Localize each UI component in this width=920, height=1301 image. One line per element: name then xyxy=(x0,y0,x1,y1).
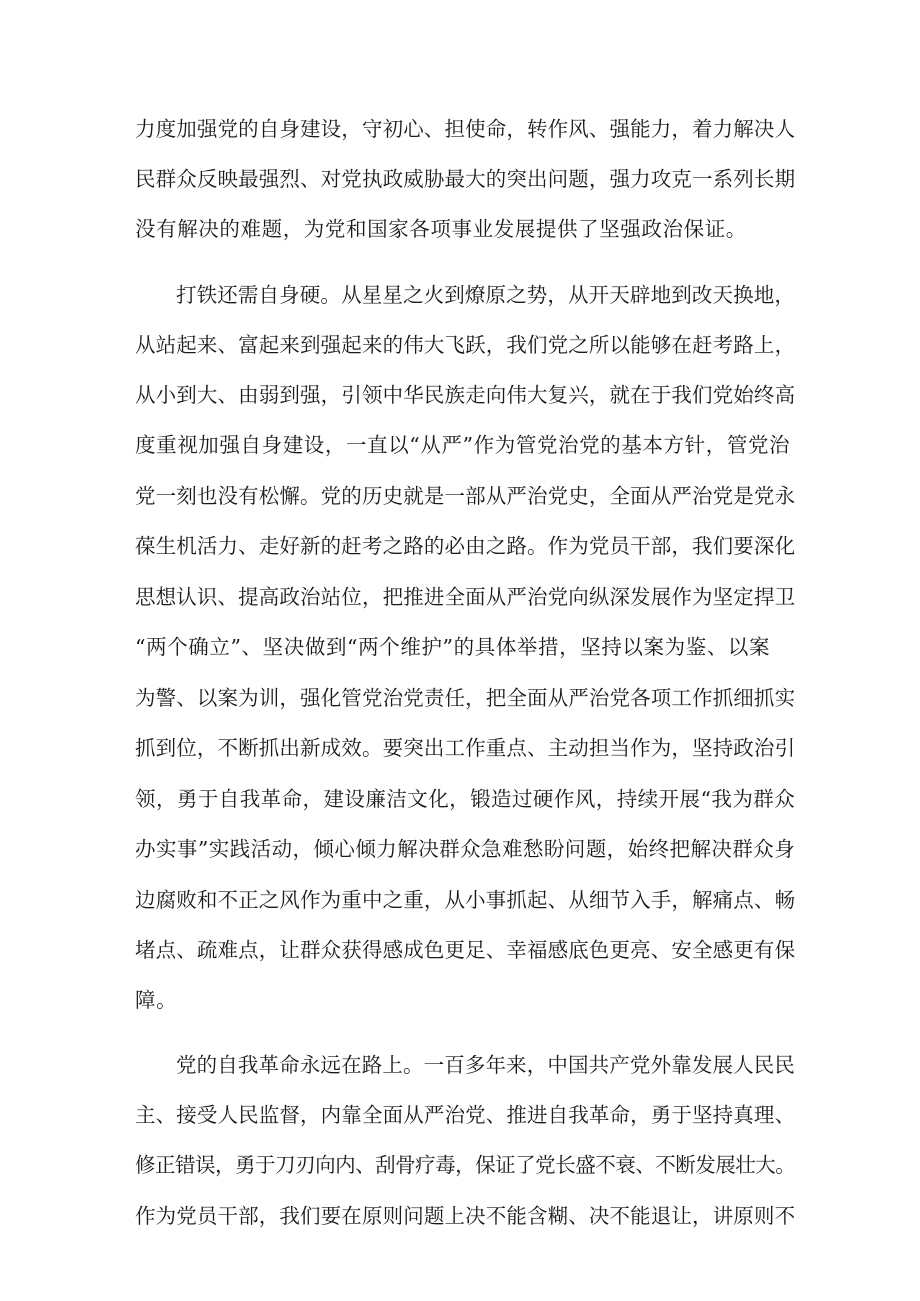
paragraph-2-line-14: 堵点、疏难点，让群众获得感成色更足、幸福感底色更亮、安全感更有保 xyxy=(135,938,796,962)
paragraph-2-line-7: 思想认识、提高政治站位，把推进全面从严治党向纵深发展作为坚定捍卫 xyxy=(135,585,796,609)
paragraph-3-line-4: 作为党员干部，我们要在原则问题上决不能含糊、决不能退让，讲原则不 xyxy=(135,1204,796,1228)
paragraph-1-line-3: 没有解决的难题，为党和国家各项事业发展提供了坚强政治保证。 xyxy=(135,217,747,241)
paragraph-2-line-15: 障。 xyxy=(135,988,178,1012)
paragraph-2-line-4: 度重视加强自身建设，一直以“从严”作为管党治党的基本方针，管党治 xyxy=(135,433,791,457)
paragraph-1-line-2: 民群众反映最强烈、对党执政威胁最大的突出问题，强力攻克一系列长期 xyxy=(135,167,796,191)
paragraph-2-line-6: 葆生机活力、走好新的赶考之路的必由之路。作为党员干部，我们要深化 xyxy=(135,534,796,558)
paragraph-2-line-11: 领，勇于自我革命，建设廉洁文化，锻造过硬作风，持续开展“我为群众 xyxy=(135,787,796,811)
paragraph-2-line-10: 抓到位，不断抓出新成效。要突出工作重点、主动担当作为，坚持政治引 xyxy=(135,736,796,760)
paragraph-2-line-2: 从站起来、富起来到强起来的伟大飞跃，我们党之所以能够在赶考路上， xyxy=(135,333,796,357)
paragraph-3-line-3: 修正错误，勇于刀刃向内、刮骨疗毒，保证了党长盛不衰、不断发展壮大。 xyxy=(135,1153,796,1177)
paragraph-2-line-1: 打铁还需自身硬。从星星之火到燎原之势，从开天辟地到改天换地， xyxy=(176,283,795,307)
paragraph-2-line-5: 党一刻也没有松懈。党的历史就是一部从严治党史，全面从严治党是党永 xyxy=(135,484,796,508)
paragraph-2-line-8: “两个确立”、坚决做到“两个维护”的具体举措，坚持以案为鉴、以案 xyxy=(135,635,771,659)
paragraph-2-line-12: 办实事”实践活动，倾心倾力解决群众急难愁盼问题，始终把解决群众身 xyxy=(135,837,796,861)
paragraph-2-line-13: 边腐败和不正之风作为重中之重，从小事抓起、从细节入手，解痛点、畅 xyxy=(135,888,796,912)
paragraph-1-line-1: 力度加强党的自身建设，守初心、担使命，转作风、强能力，着力解决人 xyxy=(135,117,796,141)
paragraph-2-line-3: 从小到大、由弱到强，引领中华民族走向伟大复兴，就在于我们党始终高 xyxy=(135,383,796,407)
paragraph-3-line-2: 主、接受人民监督，内靠全面从严治党、推进自我革命，勇于坚持真理、 xyxy=(135,1103,796,1127)
paragraph-2-line-9: 为警、以案为训，强化管党治党责任，把全面从严治党各项工作抓细抓实 xyxy=(135,686,796,710)
paragraph-3-line-1: 党的自我革命永远在路上。一百多年来，中国共产党外靠发展人民民 xyxy=(176,1053,795,1077)
